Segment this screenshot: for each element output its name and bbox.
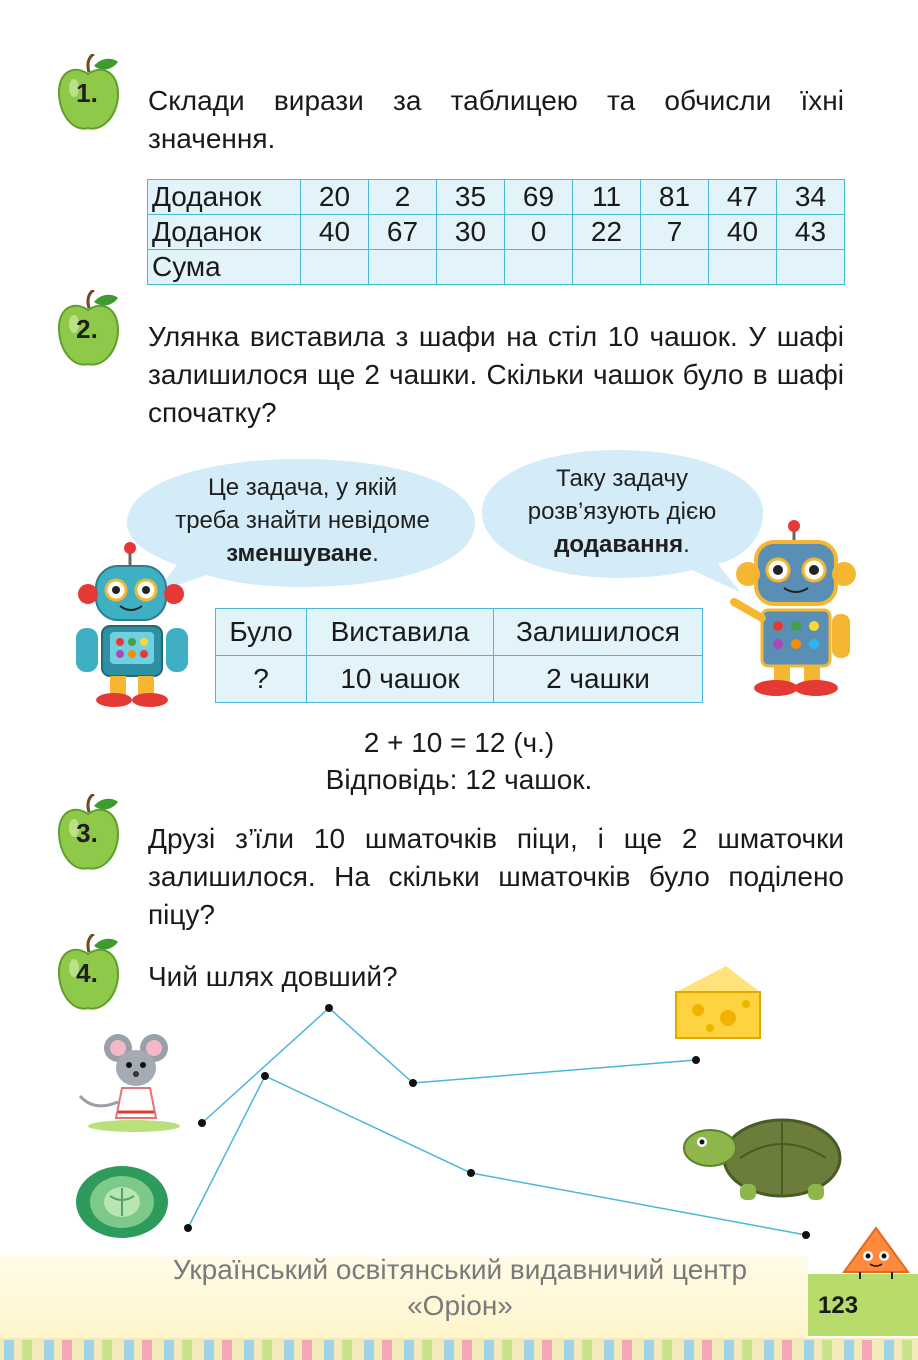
table-cell: 67: [369, 215, 437, 250]
bubble-left-line2: треба знайти невідоме: [175, 507, 430, 534]
row-label: Доданок: [148, 180, 301, 215]
table-cell: 81: [641, 180, 709, 215]
solution-answer: Відповідь: 12 чашок.: [325, 764, 593, 795]
table-cell: 40: [709, 215, 777, 250]
path-point: [261, 1072, 269, 1080]
path-point: [692, 1056, 700, 1064]
sum-table: [147, 179, 845, 285]
task-number: 4.: [76, 958, 98, 988]
empty-answer-cell[interactable]: [369, 250, 437, 285]
task-3-text: Друзі з’їли 10 шматочків піци, і ще 2 шматочки залишилося. На скільки шматочків було поділено піцу?: [148, 823, 844, 930]
cups-table: [215, 608, 703, 703]
table-cell: 2: [369, 180, 437, 215]
table-cell: 2 чашки: [494, 656, 703, 703]
table-cell: 69: [505, 180, 573, 215]
robot-left-icon: [62, 540, 202, 710]
bubble-right-bold: додавання: [554, 531, 684, 558]
empty-answer-cell[interactable]: [301, 250, 369, 285]
table-cell: 47: [709, 180, 777, 215]
bubble-right-tail: .: [683, 531, 690, 558]
empty-answer-cell[interactable]: [437, 250, 505, 285]
table-cell: 22: [573, 215, 641, 250]
table-cell: ?: [216, 656, 307, 703]
table-cell: 20: [301, 180, 369, 215]
table-cell: 35: [437, 180, 505, 215]
row-label: Доданок: [148, 215, 301, 250]
task-number: 1.: [76, 78, 98, 108]
task-2-apple-icon: [56, 290, 126, 370]
task-4-text: Чий шлях довший?: [148, 961, 398, 992]
page-number: 123: [818, 1292, 859, 1319]
empty-answer-cell[interactable]: [777, 250, 845, 285]
task-number: 3.: [76, 818, 98, 848]
header-cell: Було: [216, 609, 307, 656]
task-number: 2.: [76, 314, 98, 344]
row-label: Сума: [148, 250, 301, 285]
bubble-right-text: [486, 462, 758, 561]
table-cell: 43: [777, 215, 845, 250]
path-point: [409, 1079, 417, 1087]
page-number-tab: [808, 1274, 918, 1336]
bubble-left-bold: зменшуване: [226, 540, 373, 567]
triangle-mascot-icon: [840, 1224, 912, 1280]
empty-answer-cell[interactable]: [573, 250, 641, 285]
table-row: [148, 215, 845, 250]
path-point: [325, 1004, 333, 1012]
table-row: [148, 180, 845, 215]
table-cell: 7: [641, 215, 709, 250]
table-cell: 10 чашок: [307, 656, 494, 703]
turtle-icon: [680, 1110, 850, 1205]
table-cell: 34: [777, 180, 845, 215]
table-header-row: [216, 609, 703, 656]
path-point: [467, 1169, 475, 1177]
table-row: [148, 250, 845, 285]
task-1-text: Склади вирази за таблицею та обчисли їхні значення.: [148, 85, 844, 154]
footer-stripes: [0, 1338, 918, 1360]
table-cell: 11: [573, 180, 641, 215]
path-point: [198, 1119, 206, 1127]
robot-right-icon: [722, 518, 872, 698]
empty-answer-cell[interactable]: [641, 250, 709, 285]
cabbage-icon: [72, 1160, 172, 1240]
mouse-path: [202, 1008, 696, 1123]
publisher-line-1: Український освітянський видавничий центр: [172, 1254, 748, 1285]
bubble-right-line2: розв’язують дією: [527, 498, 717, 525]
path-point: [184, 1224, 192, 1232]
header-cell: Виставила: [307, 609, 494, 656]
empty-answer-cell[interactable]: [709, 250, 777, 285]
solution-expression: 2 + 10 = 12 (ч.): [363, 727, 555, 758]
bubble-left-line1: Це задача, у якій: [207, 474, 398, 501]
table-cell: 0: [505, 215, 573, 250]
bubble-left-tail: .: [372, 540, 379, 567]
mouse-icon: [74, 1032, 184, 1132]
empty-answer-cell[interactable]: [505, 250, 573, 285]
table-cell: 40: [301, 215, 369, 250]
path-point: [802, 1231, 810, 1239]
table-row: [216, 656, 703, 703]
bubble-right-line1: Таку задачу: [555, 465, 689, 492]
task-1-apple-icon: [56, 54, 126, 134]
header-cell: Залишилося: [494, 609, 703, 656]
publisher-line-2: «Оріон»: [407, 1290, 513, 1321]
task-2-text: Улянка виставила з шафи на стіл 10 чашок. У шафі залишилося ще 2 чашки. Скільки чашок було в шафі спочатку?: [148, 321, 844, 428]
table-cell: 30: [437, 215, 505, 250]
cheese-icon: [670, 962, 766, 1046]
task-3-apple-icon: [56, 794, 126, 874]
